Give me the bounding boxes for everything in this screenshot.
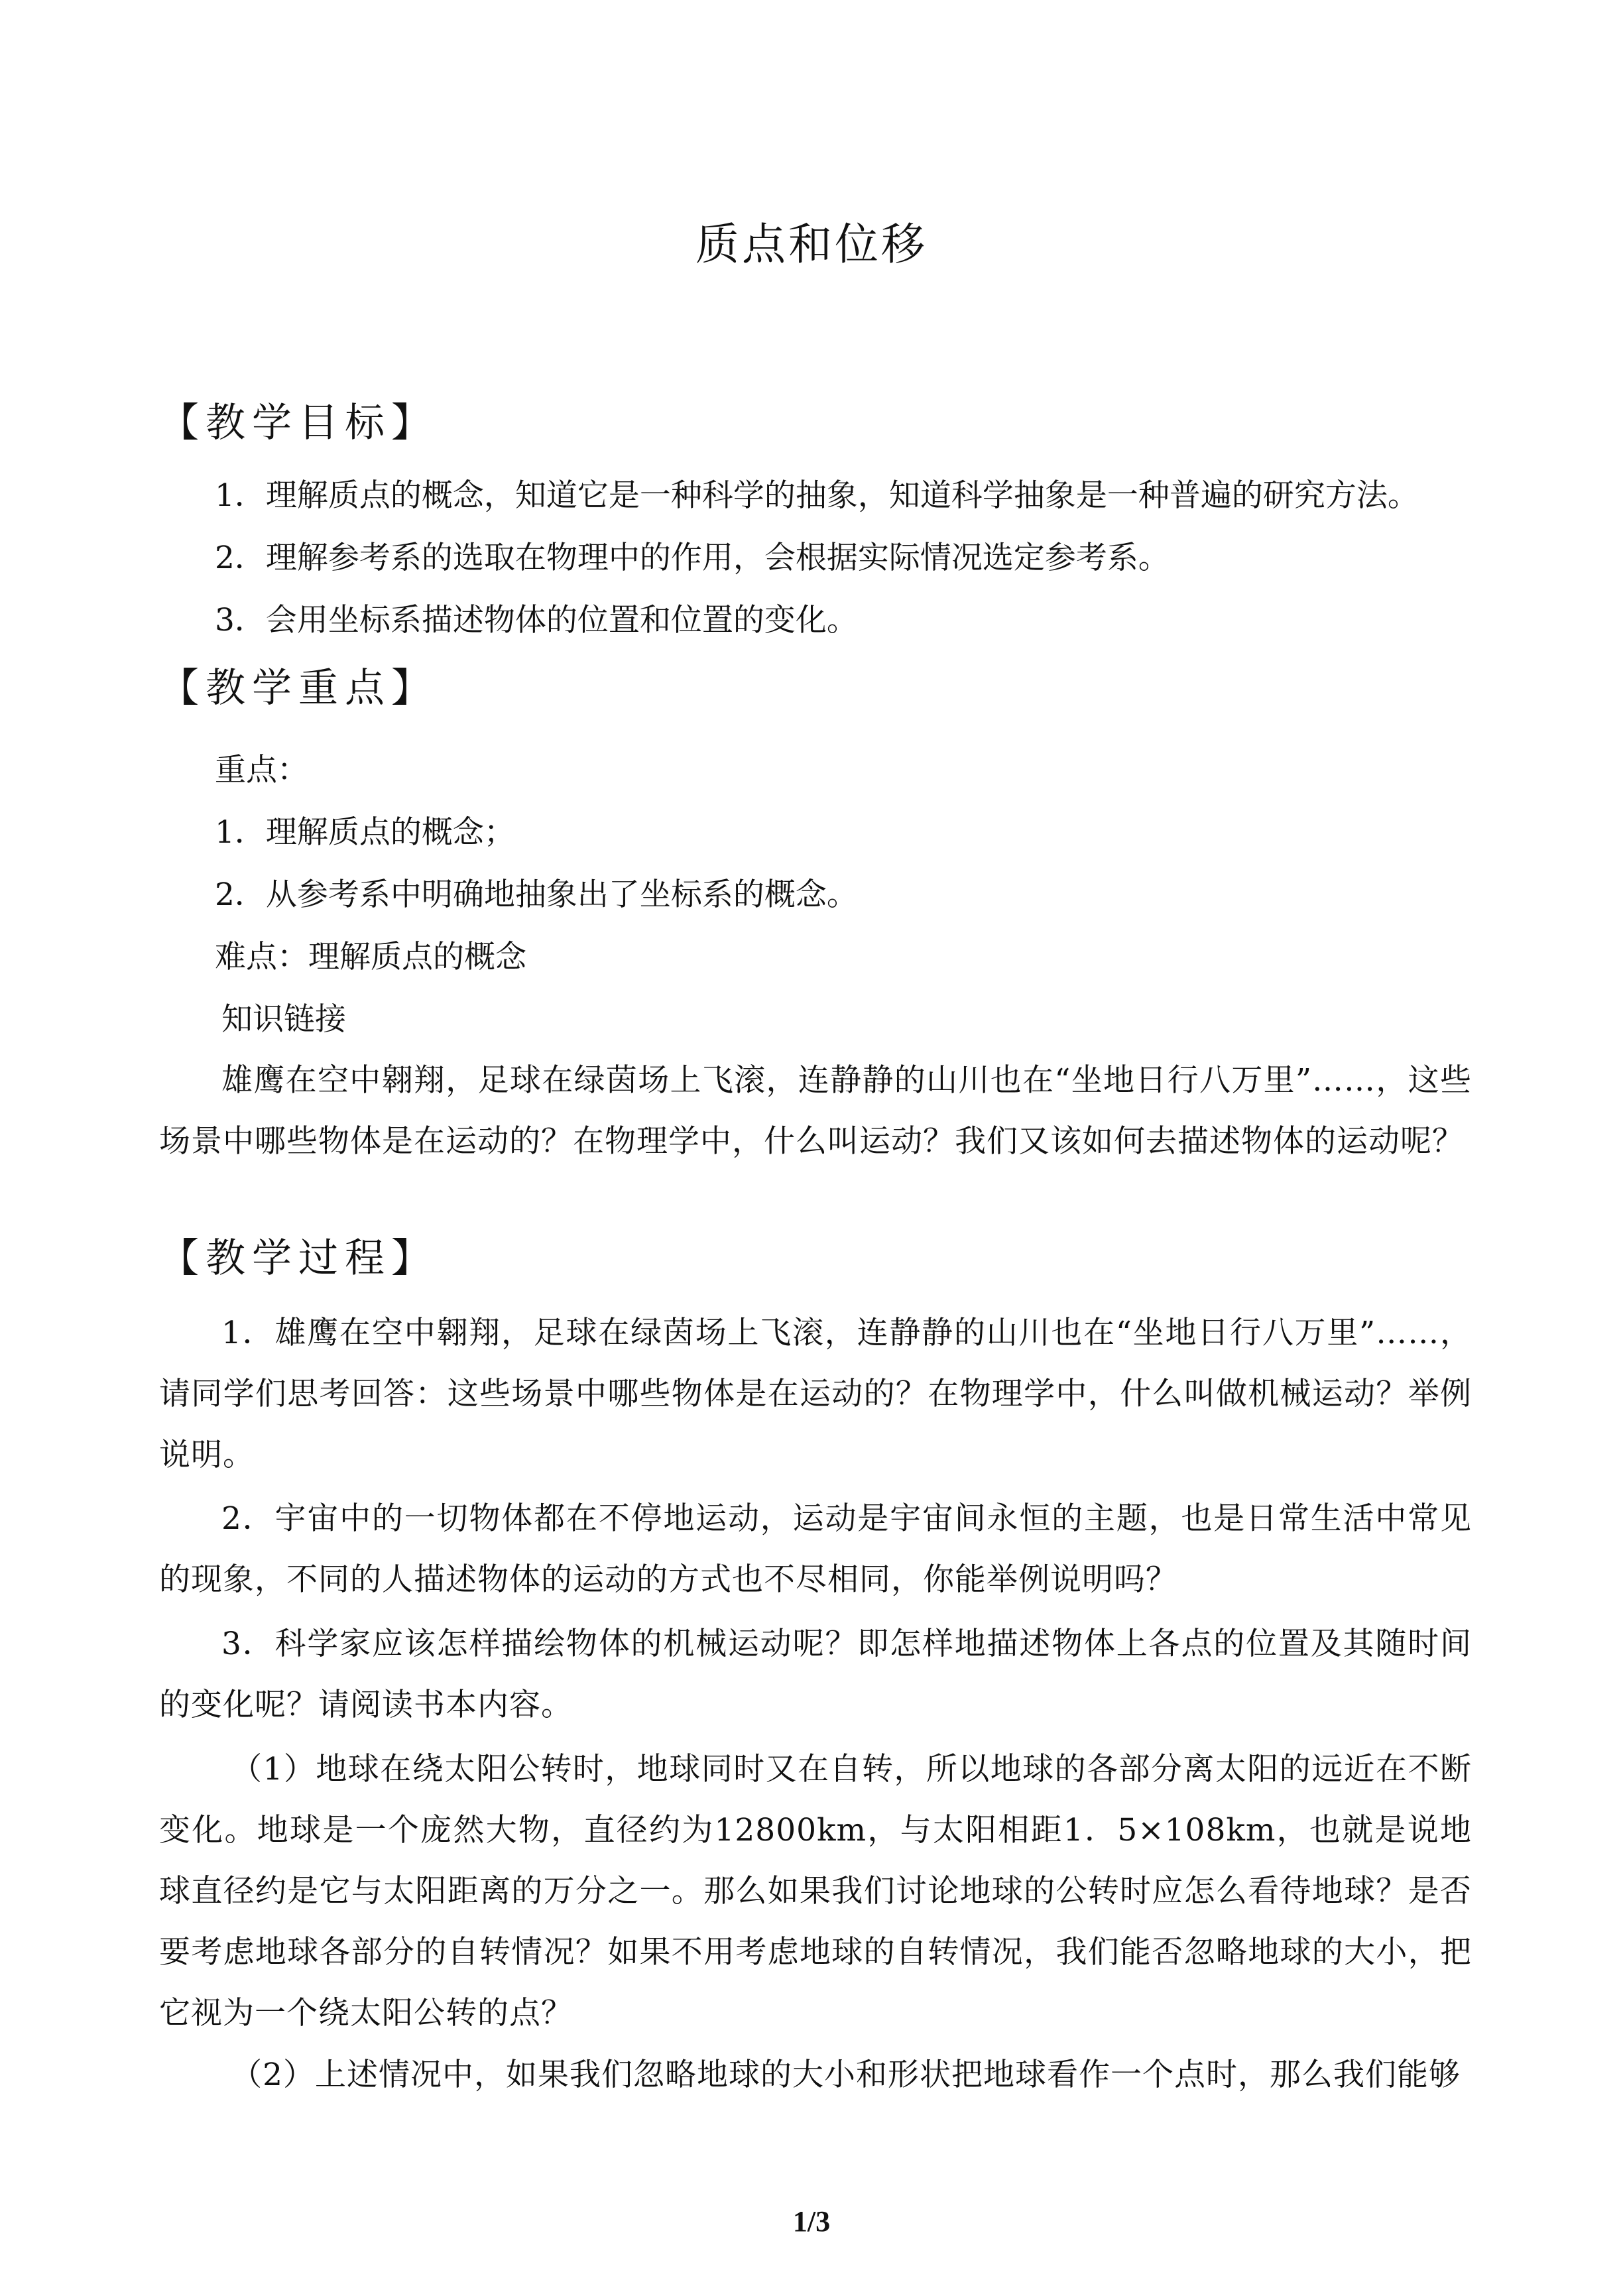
process-paragraph-5: （2）上述情况中，如果我们忽略地球的大小和形状把地球看作一个点时，那么我们能够 — [231, 2057, 1461, 2093]
process-paragraph-4: （1）地球在绕太阳公转时，地球同时又在自转，所以地球的各部分离太阳的远近在不断变化。地球是一个庞然大物，直径约为12800km，与太阳相距1．5×108km，也就是说地球直径约是它与太阳距离的万分之一。那么如果我们讨论地球的公转时应怎么看待地球？是否要考虑地球各部分的自转情况？如果不用考虑地球的自转情况，我们能否忽略地球的大小，把它视为一个绕太阳公转的点？ — [159, 1751, 1472, 2031]
objective-item-2: 2．理解参考系的选取在物理中的作用，会根据实际情况选定参考系。 — [215, 540, 1170, 576]
objective-item-1: 1．理解质点的概念，知道它是一种科学的抽象，知道科学抽象是一种普遍的研究方法。 — [215, 477, 1419, 514]
knowledge-link-label: 知识链接 — [221, 1001, 346, 1038]
process-paragraph-1: 1．雄鹰在空中翱翔，足球在绿茵场上飞滚，连静静的山川也在“坐地日行八万里”……，请同学们思考回答：这些场景中哪些物体是在运动的？在物理学中，什么叫做机械运动？举例说明。 — [159, 1315, 1472, 1473]
key-points-label: 重点： — [215, 752, 308, 788]
page-number: 1/3 — [792, 2205, 831, 2238]
heading-key-points: 【教学重点】 — [159, 665, 438, 711]
knowledge-link-paragraph: 雄鹰在空中翱翔，足球在绿茵场上飞滚，连静静的山川也在“坐地日行八万里”……，这些场景中哪些物体是在运动的？在物理学中，什么叫运动？我们又该如何去描述物体的运动呢？ — [159, 1062, 1472, 1160]
process-paragraph-3: 3．科学家应该怎样描绘物体的机械运动呢？即怎样地描述物体上各点的位置及其随时间的变化呢？请阅读书本内容。 — [159, 1626, 1472, 1723]
heading-process: 【教学过程】 — [159, 1235, 438, 1282]
process-paragraph-2: 2．宇宙中的一切物体都在不停地运动，运动是宇宙间永恒的主题，也是日常生活中常见的现象，不同的人描述物体的运动的方式也不尽相同，你能举例说明吗？ — [159, 1500, 1472, 1598]
document-title: 质点和位移 — [695, 219, 928, 270]
objective-item-3: 3．会用坐标系描述物体的位置和位置的变化。 — [215, 602, 858, 638]
heading-objectives: 【教学目标】 — [159, 400, 438, 446]
difficulty-line: 难点：理解质点的概念 — [215, 939, 526, 975]
key-point-item-2: 2．从参考系中明确地抽象出了坐标系的概念。 — [215, 876, 858, 913]
key-point-item-1: 1．理解质点的概念； — [215, 814, 515, 851]
